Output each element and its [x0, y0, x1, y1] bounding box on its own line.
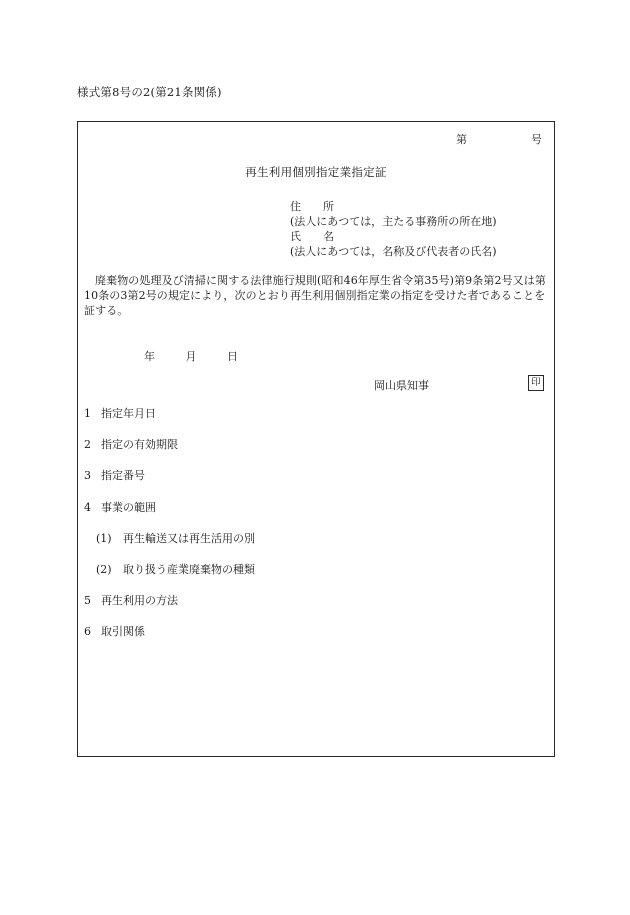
certificate-number-line — [456, 131, 542, 147]
address-note: (法人にあつては，主たる事務所の所在地) — [290, 215, 497, 228]
name-label-row — [290, 229, 497, 244]
holder-address-block — [290, 199, 497, 259]
name-note: (法人にあつては，名称及び代表者の氏名) — [290, 245, 497, 258]
item-business-scope: 4 事業の範囲 — [84, 501, 156, 514]
item-trade-relations: 6 取引関係 — [84, 625, 145, 638]
certificate-title: 再生利用個別指定業指定証 — [245, 165, 387, 179]
subitem-recycle-type: (1) 再生輸送又は再生活用の別 — [96, 532, 255, 545]
address-label-2: 所 — [323, 200, 334, 213]
subitem-waste-types: (2) 取り扱う産業廃棄物の種類 — [96, 563, 255, 576]
issuer-name: 岡山県知事 — [374, 379, 429, 392]
form-id: 様式第8号の2(第21条関係) — [77, 85, 222, 99]
address-label: 住 — [290, 200, 301, 213]
address-label-row — [290, 199, 497, 214]
name-label-2: 名 — [323, 230, 334, 243]
certificate-frame — [77, 121, 555, 757]
issue-date-line — [144, 348, 265, 364]
date-year: 年 — [144, 350, 155, 363]
name-label: 氏 — [290, 230, 301, 243]
date-month: 月 — [185, 350, 197, 363]
number-suffix: 号 — [531, 133, 542, 146]
item-designation-number: 3 指定番号 — [84, 469, 145, 482]
date-day: 日 — [227, 350, 238, 363]
seal-mark: 印 — [528, 375, 544, 391]
item-designation-date: 1 指定年月日 — [84, 407, 156, 420]
number-prefix: 第 — [456, 133, 467, 146]
item-validity-period: 2 指定の有効期限 — [84, 438, 178, 451]
certification-body: 廃棄物の処理及び清掃に関する法律施行規則(昭和46年厚生省令第35号)第9条第2号又は第10条の3第2号の規定により，次のとおり再生利用個別指定業の指定を受けた者であることを証する。 — [84, 274, 546, 317]
item-recycling-method: 5 再生利用の方法 — [84, 594, 178, 607]
